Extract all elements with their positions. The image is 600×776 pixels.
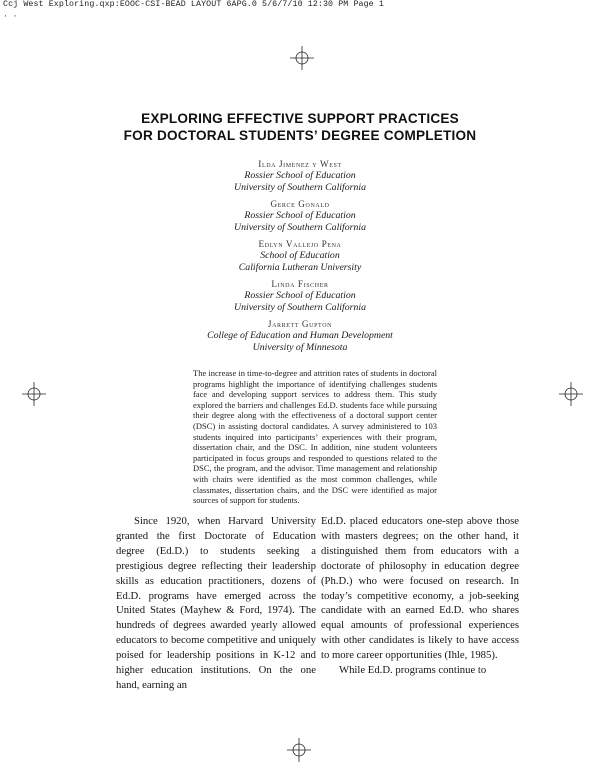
body-paragraph: Ed.D. placed educators one-step above those with masters degrees; on the other hand, it distinguished them from educators with a doctorate of philosophy in education degree (Ph.D.) who were focused on research. In today’s competitive economy, a job-seeking candidate with an earned Ed.D. who shares equal amounts of professional experiences with other candidates is likely to have access to more career opportunities (Ihle, 1985). (321, 515, 519, 662)
author-university: University of Southern California (234, 301, 366, 313)
author-school: College of Education and Human Development (207, 330, 393, 341)
body-column-right (321, 514, 519, 678)
author-name: Jarrett Gupton (267, 319, 333, 329)
registration-mark-left (22, 382, 46, 406)
registration-mark-bottom (287, 738, 311, 762)
abstract: The increase in time-to-degree and attrition rates of students in doctoral programs highlight the importance of identifying challenges students face and developing support services to address them. This study explored the barriers and challenges Ed.D. students face while pursuing their degree along with the effectiveness of a doctoral support center (DSC) in assisting doctoral candidates. A survey administered to 103 students inquired into participants’ experiences with their program, dissertation chair, and the DSC. In addition, nine student volunteers participated in focus groups and responded to questions related to the DSC, the program, and the advisor. Time management and relationship with chairs were identified as the most common challenges, while classmates, dissertation chairs, and the DSC were identified as major sources of support for students. (193, 368, 437, 506)
registration-mark-top (290, 46, 314, 70)
body-paragraph: While Ed.D. programs continue to (339, 664, 487, 677)
article-title (0, 110, 600, 144)
author-school: Rossier School of Education (244, 290, 356, 301)
author-school: Rossier School of Education (244, 170, 356, 181)
print-slug-line: Ccj West Exploring.qxp:EOOC-CSI-BEAD LAYOUT 6APG.0 5/6/7/10 12:30 PM Page 1 (3, 0, 384, 9)
author-block (0, 238, 600, 273)
author-block (0, 158, 600, 193)
slug-marks: · · (3, 12, 18, 21)
body-paragraph: Since 1920, when Harvard University granted the first Doctorate of Education degree (Ed.D.) to students seeking a prestigious degree reflecting their leadership skills as education practitioners, dozens of Ed.D. programs have emerged across the United States (Mayhew & Ford, 1974). The hundreds of degrees awarded yearly allowed educators to become competitive and uniquely poised for leadership positions in K-12 and higher education institutions. On the one hand, earning an (116, 515, 316, 691)
author-block (0, 278, 600, 313)
author-name: Linda Fischer (271, 279, 329, 289)
author-school: Rossier School of Education (244, 210, 356, 221)
title-line-1: EXPLORING EFFECTIVE SUPPORT PRACTICES (141, 111, 459, 126)
author-name: Ilda Jimenez y West (258, 159, 342, 169)
author-block (0, 198, 600, 233)
author-university: University of Southern California (234, 181, 366, 193)
author-name: Edlyn Vallejo Pena (258, 239, 342, 249)
author-university: University of Southern California (234, 221, 366, 233)
registration-mark-right (559, 382, 583, 406)
author-list (0, 158, 600, 358)
author-name: Gerce Gonald (270, 199, 330, 209)
body-column-left (116, 514, 316, 693)
title-line-2: FOR DOCTORAL STUDENTS’ DEGREE COMPLETION (123, 128, 477, 143)
author-university: University of Minnesota (252, 341, 348, 353)
author-school: School of Education (260, 250, 340, 261)
author-university: California Lutheran University (238, 261, 362, 273)
author-block (0, 318, 600, 353)
